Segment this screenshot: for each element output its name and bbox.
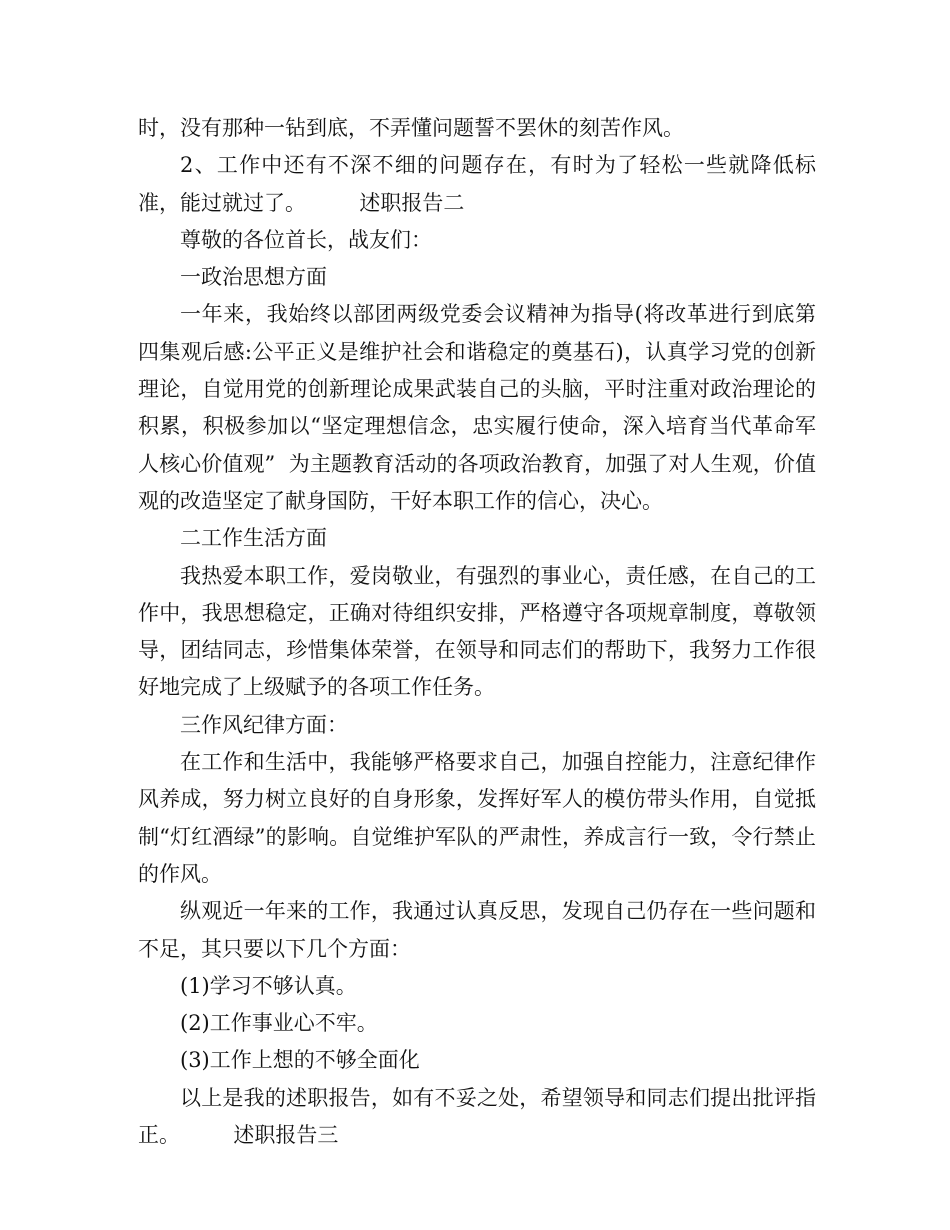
paragraph: 2、工作中还有不深不细的问题存在，有时为了轻松一些就降低标准，能过就过了。 述职报告二 <box>138 153 816 215</box>
paragraph: 时，没有那种一钻到底，不弄懂问题誓不罢休的刻苦作风。 <box>138 116 684 140</box>
paragraph: 纵观近一年来的工作，我通过认真反思，发现自己仍存在一些问题和不足，其只要以下几个方面： <box>138 899 816 961</box>
section-heading: 二工作生活方面 <box>180 526 327 551</box>
salutation: 尊敬的各位首长，战友们： <box>180 227 432 252</box>
paragraph: 一年来，我始终以部团两级党委会议精神为指导(将改革进行到底第四集观后感:公平正义是维护社会和谐稳定的奠基石)，认真学习党的创新理论，自觉用党的创新理论成果武装自己的头脑，平时注重对政治理论的积累，积极参加以“坚定理想信念，忠实履行使命，深入培育当代革命军人核心价值观” 为主题教育活动的各项政治教育，加强了对人生观，价值观的改造坚定了献身国防，干好本职工作的信心，决心。 <box>138 302 816 513</box>
list-item: (2)工作事业心不牢。 <box>180 1011 378 1036</box>
list-item: (3)工作上想的不够全面化 <box>180 1048 420 1073</box>
document-body <box>138 110 816 1154</box>
paragraph: 在工作和生活中，我能够严格要求自己，加强自控能力，注意纪律作风养成，努力树立良好的自身形象，发挥好军人的模仿带头作用，自觉抵制“灯红酒绿”的影响。自觉维护军队的严肃性，养成言行一致，令行禁止的作风。 <box>138 750 816 886</box>
paragraph: 以上是我的述职报告，如有不妥之处，希望领导和同志们提出批评指正。 述职报告三 <box>138 1085 816 1148</box>
section-heading: 三作风纪律方面： <box>180 712 348 737</box>
list-item: (1)学习不够认真。 <box>180 973 357 998</box>
paragraph: 我热爱本职工作，爱岗敬业，有强烈的事业心，责任感，在自己的工作中，我思想稳定，正确对待组织安排，严格遵守各项规章制度，尊敬领导，团结同志，珍惜集体荣誉，在领导和同志们的帮助下，我努力工作很好地完成了上级赋予的各项工作任务。 <box>138 563 816 700</box>
section-heading: 一政治思想方面 <box>180 265 327 290</box>
